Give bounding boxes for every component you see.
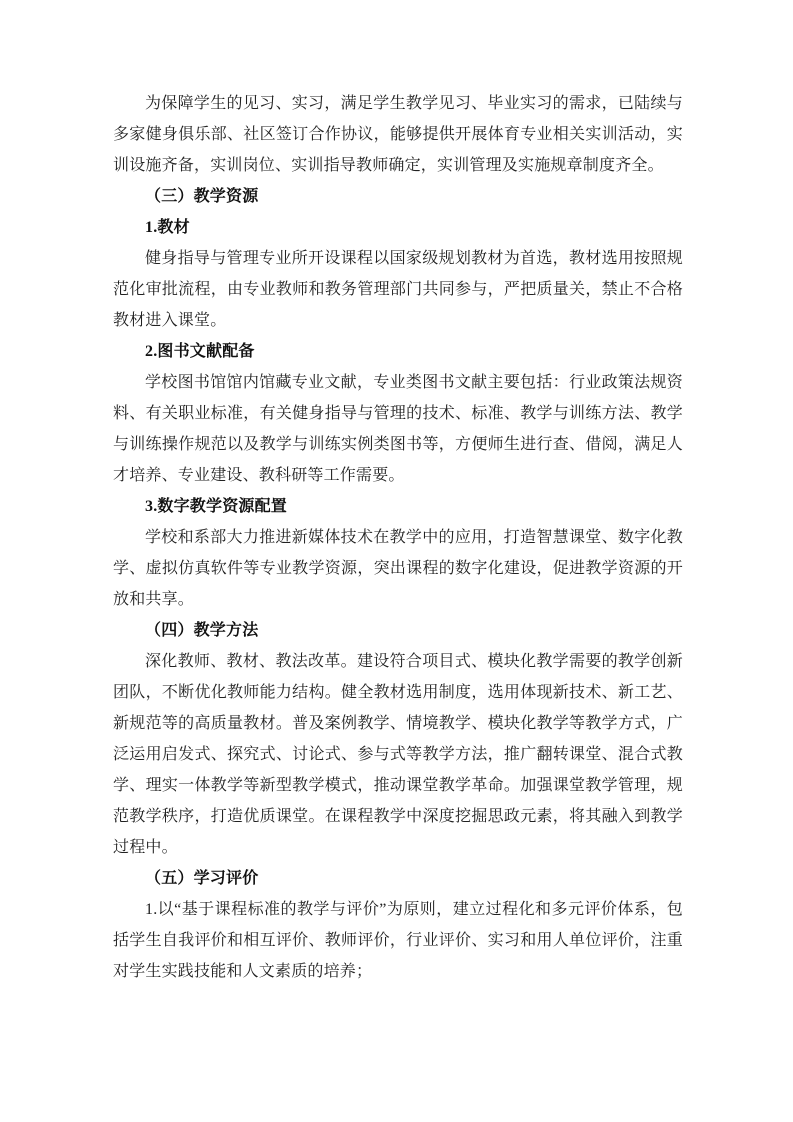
section-heading: 3.数字教学资源配置: [145, 498, 288, 515]
section-heading: 1.教材: [145, 219, 190, 236]
paragraph: 深化教师、教材、教法改革。建设符合项目式、模块化教学需要的教学创新团队，不断优化教师能力结构。健全教材选用制度，选用体现新技术、新工艺、新规范等的高质量教材。普及案例教学、情境教学、模块化教学等教学方式，广泛运用启发式、探究式、讨论式、参与式等教学方法，推广翻转课堂、混合式教学、理实一体教学等新型教学模式，推动课堂教学革命。加强课堂教学管理，规范教学秩序，打造优质课堂。在课程教学中深度挖掘思政元素，将其融入到教学过程中。: [113, 653, 683, 856]
section-heading: （三）教学资源: [145, 188, 259, 205]
paragraph: 为保障学生的见习、实习，满足学生教学见习、毕业实习的需求，已陆续与多家健身俱乐部、社区签订合作协议，能够提供开展体育专业相关实训活动，实训设施齐备，实训岗位、实训指导教师确定，实训管理及实施规章制度齐全。: [113, 95, 683, 174]
paragraph: 健身指导与管理专业所开设课程以国家级规划教材为首选，教材选用按照规范化审批流程，由专业教师和教务管理部门共同参与，严把质量关，禁止不合格教材进入课堂。: [113, 250, 683, 329]
document-text-block: [113, 88, 683, 987]
section-heading: 2.图书文献配备: [145, 343, 255, 360]
section-heading: （四）教学方法: [145, 622, 259, 639]
section-heading: （五）学习评价: [145, 870, 259, 887]
paragraph: 学校图书馆馆内馆藏专业文献，专业类图书文献主要包括：行业政策法规资料、有关职业标准，有关健身指导与管理的技术、标准、教学与训练方法、教学与训练操作规范以及教学与训练实例类图书等，方便师生进行查、借阅，满足人才培养、专业建设、教科研等工作需要。: [113, 374, 683, 484]
paragraph: 学校和系部大力推进新媒体技术在教学中的应用，打造智慧课堂、数字化教学、虚拟仿真软件等专业教学资源，突出课程的数字化建设，促进教学资源的开放和共享。: [113, 529, 683, 608]
paragraph: 1.以“基于课程标准的教学与评价”为原则，建立过程化和多元评价体系，包括学生自我评价和相互评价、教师评价，行业评价、实习和用人单位评价，注重对学生实践技能和人文素质的培养；: [113, 901, 683, 980]
